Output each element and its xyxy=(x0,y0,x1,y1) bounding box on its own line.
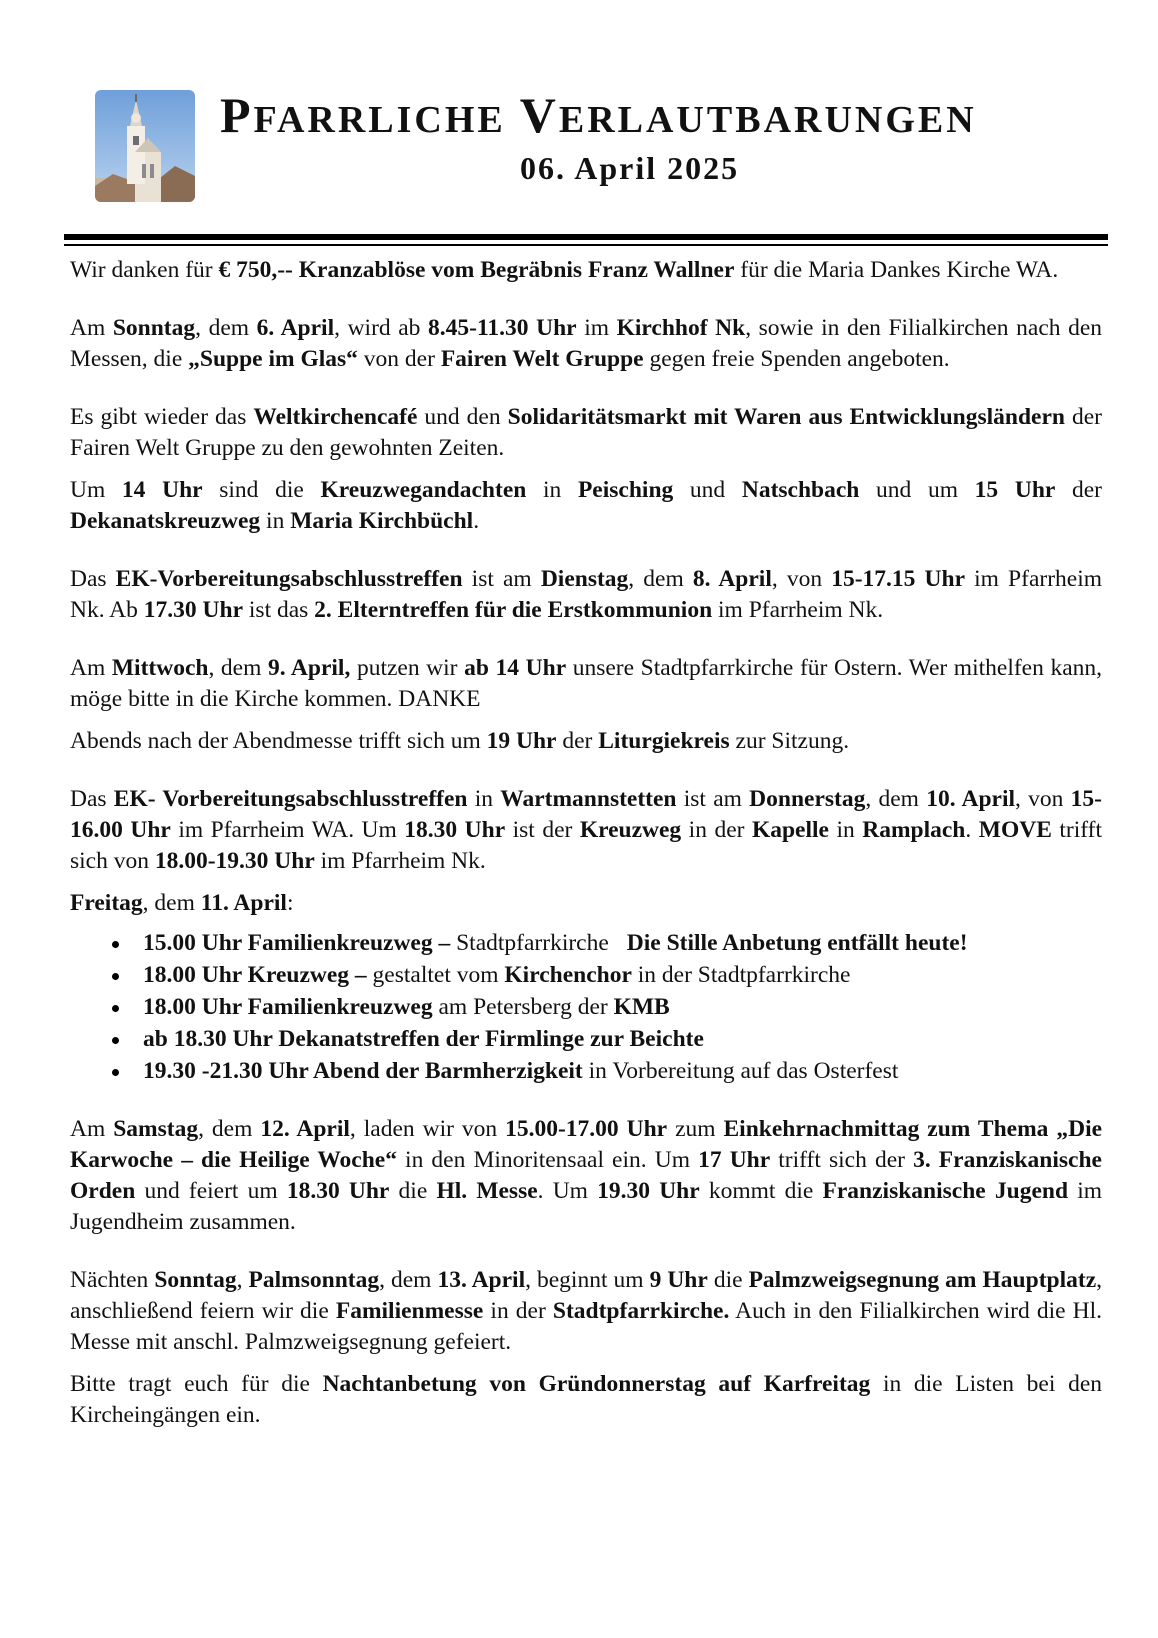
text-bold: 15-16.00 Uhr xyxy=(70,786,1102,843)
text-bold: Maria Kirchbüchl xyxy=(290,508,474,534)
text: , dem xyxy=(142,890,201,916)
announcement-paragraph xyxy=(70,653,1102,715)
list-item xyxy=(70,1055,1102,1087)
text-bold: 8.45-11.30 Uhr xyxy=(428,315,577,341)
text-bold: 15.00 Uhr Familienkreuzweg – xyxy=(143,930,451,956)
text-bold: Kirchhof Nk xyxy=(616,315,746,341)
text-bold: ab 14 Uhr xyxy=(464,655,567,681)
text-bold: Palmzweigsegnung am Hauptplatz xyxy=(748,1267,1097,1293)
announcement-paragraph xyxy=(70,313,1102,375)
text: in Vorbereitung auf das Osterfest xyxy=(582,1058,899,1084)
text-bold: 12. April xyxy=(260,1116,350,1142)
bullet-icon xyxy=(112,1037,119,1044)
text: im Pfarrheim WA. Um xyxy=(170,817,405,843)
text: , beginnt um xyxy=(525,1267,650,1293)
text: von der xyxy=(357,346,441,372)
announcement-paragraph xyxy=(70,255,1102,286)
text: , laden wir von xyxy=(349,1116,506,1142)
text: Am xyxy=(70,315,113,341)
bullet-icon xyxy=(112,1069,119,1076)
text-bold: 18.00 Uhr Familienkreuzweg xyxy=(143,994,433,1020)
text-bold: Die Stille Anbetung entfällt heute! xyxy=(626,930,968,956)
text-bold: EK-Vorbereitungsabschlusstreffen xyxy=(115,566,463,592)
text: in den Minoritensaal ein. Um xyxy=(396,1147,699,1173)
text: in xyxy=(260,508,291,534)
friday-schedule-list xyxy=(70,927,1102,1087)
text: die xyxy=(707,1267,749,1293)
title-rest-2: ERLAUTBARUNGEN xyxy=(558,99,977,141)
text-bold: Fairen Welt Gruppe xyxy=(440,346,644,372)
text: im Pfarrheim Nk. xyxy=(314,848,486,874)
text: zum xyxy=(667,1116,724,1142)
text: Das xyxy=(70,786,114,812)
bullet-icon xyxy=(112,1005,119,1012)
text: , anschließend feiern wir die xyxy=(70,1267,1103,1324)
text-bold: 14 Uhr xyxy=(121,477,203,503)
text-bold: Sonntag xyxy=(154,1267,237,1293)
text: ist am xyxy=(676,786,750,812)
text-bold: Weltkirchencafé xyxy=(253,404,418,430)
text-bold: 9 Uhr xyxy=(649,1267,708,1293)
page-date: 06. April 2025 xyxy=(520,150,740,186)
text: Nächten xyxy=(70,1267,155,1293)
text: gegen freie Spenden angeboten. xyxy=(643,346,950,372)
text-bold: Mittwoch xyxy=(111,655,209,681)
announcement-paragraph xyxy=(70,1369,1102,1431)
text: der xyxy=(556,728,599,754)
text: . Um xyxy=(537,1178,598,1204)
text-bold: 17 Uhr xyxy=(698,1147,771,1173)
text-bold: Liturgiekreis xyxy=(598,728,730,754)
text-bold: ab 18.30 Uhr Dekanatstreffen der Firmlinge zur Beichte xyxy=(143,1026,704,1052)
text-bold: Franziskanische Jugend xyxy=(822,1178,1069,1204)
header-divider-thick xyxy=(64,234,1108,240)
announcement-paragraph xyxy=(70,888,1102,919)
page-title xyxy=(220,86,1040,144)
text-bold: Kreuzwegandachten xyxy=(320,477,527,503)
text: gestaltet vom xyxy=(366,962,505,988)
text-bold: 19.30 -21.30 Uhr Abend der Barmherzigkeit xyxy=(143,1058,583,1084)
text-bold: 17.30 Uhr xyxy=(143,597,244,623)
text: zur Sitzung. xyxy=(729,728,850,754)
list-item xyxy=(70,991,1102,1023)
announcement-paragraph xyxy=(70,475,1102,537)
announcements xyxy=(70,255,1102,1431)
text: trifft sich von xyxy=(70,817,1103,874)
text-bold: Einkehrnachmittag zum Thema „Die Karwoche – die Heilige Woche“ xyxy=(70,1116,1103,1173)
list-item xyxy=(70,1023,1102,1055)
text: in xyxy=(526,477,578,503)
church-tower-photo-icon xyxy=(95,90,195,202)
text: Am xyxy=(70,1116,114,1142)
text-bold: 13. April xyxy=(437,1267,526,1293)
text: Das xyxy=(70,566,116,592)
bullet-icon xyxy=(112,941,119,948)
text-bold: Solidaritätsmarkt mit Waren aus Entwicklungsländern xyxy=(507,404,1065,430)
text: , von xyxy=(771,566,832,592)
text-bold: Dekanatskreuzweg xyxy=(70,508,261,534)
text-bold: 6. April xyxy=(256,315,335,341)
text: die xyxy=(389,1178,437,1204)
text: , dem xyxy=(208,655,268,681)
text: im Pfarrheim Nk. xyxy=(712,597,884,623)
text: , dem xyxy=(379,1267,438,1293)
text-bold: Hl. Messe xyxy=(436,1178,538,1204)
text: in xyxy=(828,817,863,843)
text: Am xyxy=(70,655,112,681)
text-bold: 18.00 Uhr Kreuzweg – xyxy=(143,962,367,988)
text-bold: 19 Uhr xyxy=(486,728,557,754)
text: in der Stadtpfarrkirche xyxy=(631,962,851,988)
text-bold: Freitag xyxy=(70,890,143,916)
announcement-paragraph xyxy=(70,564,1102,626)
text: in die Listen bei den Kircheingängen ein. xyxy=(70,1371,1102,1428)
text-bold: „Suppe im Glas“ xyxy=(188,346,358,372)
text: Abends nach der Abendmesse trifft sich um xyxy=(70,728,487,754)
page-header xyxy=(0,0,1158,230)
text: , wird ab xyxy=(334,315,429,341)
text-bold: 2. Elterntreffen für die Erstkommunion xyxy=(314,597,713,623)
text-bold: 9. April, xyxy=(268,655,351,681)
text-bold: Kirchenchor xyxy=(504,962,632,988)
text-bold: 15 Uhr xyxy=(974,477,1056,503)
text-bold: Familienmesse xyxy=(335,1298,484,1324)
text: in der xyxy=(681,817,752,843)
text: und den xyxy=(417,404,508,430)
text: : xyxy=(286,890,294,916)
text-bold: Natschbach xyxy=(741,477,860,503)
text-bold: Wartmannstetten xyxy=(500,786,677,812)
header-divider-thin xyxy=(64,244,1108,246)
text-bold: 3. Franziskanische Orden xyxy=(70,1147,1102,1204)
text: unsere Stadtpfarrkirche für Ostern. Wer mithelfen kann, möge bitte in die Kirche kommen. DANKE xyxy=(70,655,1103,712)
text: . xyxy=(965,817,979,843)
text: Um xyxy=(70,477,122,503)
text: im xyxy=(576,315,617,341)
text-bold: Dienstag xyxy=(540,566,629,592)
text-bold: MOVE xyxy=(978,817,1052,843)
title-initial-2: V xyxy=(519,87,559,143)
text-bold: KMB xyxy=(613,994,670,1020)
text: , dem xyxy=(198,1116,261,1142)
text-bold: Ramplach xyxy=(862,817,966,843)
text: Wir danken für xyxy=(70,257,219,283)
text: und um xyxy=(859,477,975,503)
title-initial-1: P xyxy=(220,87,254,143)
text: , dem xyxy=(195,315,257,341)
text-bold: 18.30 Uhr xyxy=(286,1178,390,1204)
text: , xyxy=(236,1267,249,1293)
text-bold: Palmsonntag xyxy=(248,1267,380,1293)
text: kommt die xyxy=(699,1178,823,1204)
text: sind die xyxy=(202,477,321,503)
text: und feiert um xyxy=(135,1178,287,1204)
text-bold: Peisching xyxy=(577,477,674,503)
title-rest-1: FARRLICHE xyxy=(253,99,506,141)
text: Auch in den Filialkirchen wird die Hl. Messe mit anschl. Palmzweigsegnung gefeiert. xyxy=(70,1298,1102,1355)
announcement-paragraph xyxy=(70,1265,1102,1358)
text: , sowie in den Filialkirchen nach den Messen, die xyxy=(70,315,1103,372)
text: . xyxy=(473,508,480,534)
text-bold: Kreuzweg xyxy=(579,817,682,843)
text: Bitte tragt euch für die xyxy=(70,1371,323,1397)
text: Stadtpfarrkirche xyxy=(450,930,609,956)
text-bold: Stadtpfarrkirche. xyxy=(552,1298,730,1324)
announcement-paragraph xyxy=(70,726,1102,757)
text: ist das xyxy=(243,597,315,623)
text: trifft sich der xyxy=(770,1147,914,1173)
text: und xyxy=(673,477,742,503)
text: der xyxy=(1055,477,1103,503)
list-item xyxy=(70,927,1102,959)
list-item xyxy=(70,959,1102,991)
text: , von xyxy=(1015,786,1071,812)
announcement-paragraph xyxy=(70,402,1102,464)
text: Es gibt wieder das xyxy=(70,404,254,430)
text-bold: Nachtanbetung von Gründonnerstag auf Karfreitag xyxy=(322,1371,871,1397)
text: ist der xyxy=(505,817,580,843)
text-bold: Samstag xyxy=(113,1116,199,1142)
text: am Petersberg der xyxy=(432,994,614,1020)
text: , dem xyxy=(628,566,693,592)
text-bold: 11. April xyxy=(200,890,287,916)
text-bold: 15.00-17.00 Uhr xyxy=(505,1116,668,1142)
text-bold: 19.30 Uhr xyxy=(597,1178,700,1204)
text-bold: EK- Vorbereitungsabschlusstreffen xyxy=(113,786,468,812)
text: im Jugendheim zusammen. xyxy=(70,1178,1103,1235)
announcement-paragraph xyxy=(70,1114,1102,1238)
text: für die Maria Dankes Kirche WA. xyxy=(734,257,1059,283)
text-bold: Kapelle xyxy=(751,817,829,843)
text-bold: € 750,-- Kranzablöse vom Begräbnis Franz Wallner xyxy=(218,257,735,283)
text: ist am xyxy=(462,566,541,592)
text: in xyxy=(467,786,501,812)
text: in der xyxy=(483,1298,553,1324)
text-bold: 18.30 Uhr xyxy=(404,817,506,843)
text: putzen wir xyxy=(350,655,465,681)
text-bold: Sonntag xyxy=(112,315,196,341)
text: , dem xyxy=(865,786,927,812)
text-bold: 8. April xyxy=(692,566,772,592)
text-bold: 15-17.15 Uhr xyxy=(831,566,966,592)
text-bold: 18.00-19.30 Uhr xyxy=(154,848,315,874)
bullet-icon xyxy=(112,973,119,980)
text-bold: 10. April xyxy=(926,786,1016,812)
announcement-paragraph xyxy=(70,784,1102,877)
text: der Fairen Welt Gruppe zu den gewohnten Zeiten. xyxy=(70,404,1102,461)
text-bold: Donnerstag xyxy=(749,786,866,812)
text: im Pfarrheim Nk. Ab xyxy=(70,566,1103,623)
